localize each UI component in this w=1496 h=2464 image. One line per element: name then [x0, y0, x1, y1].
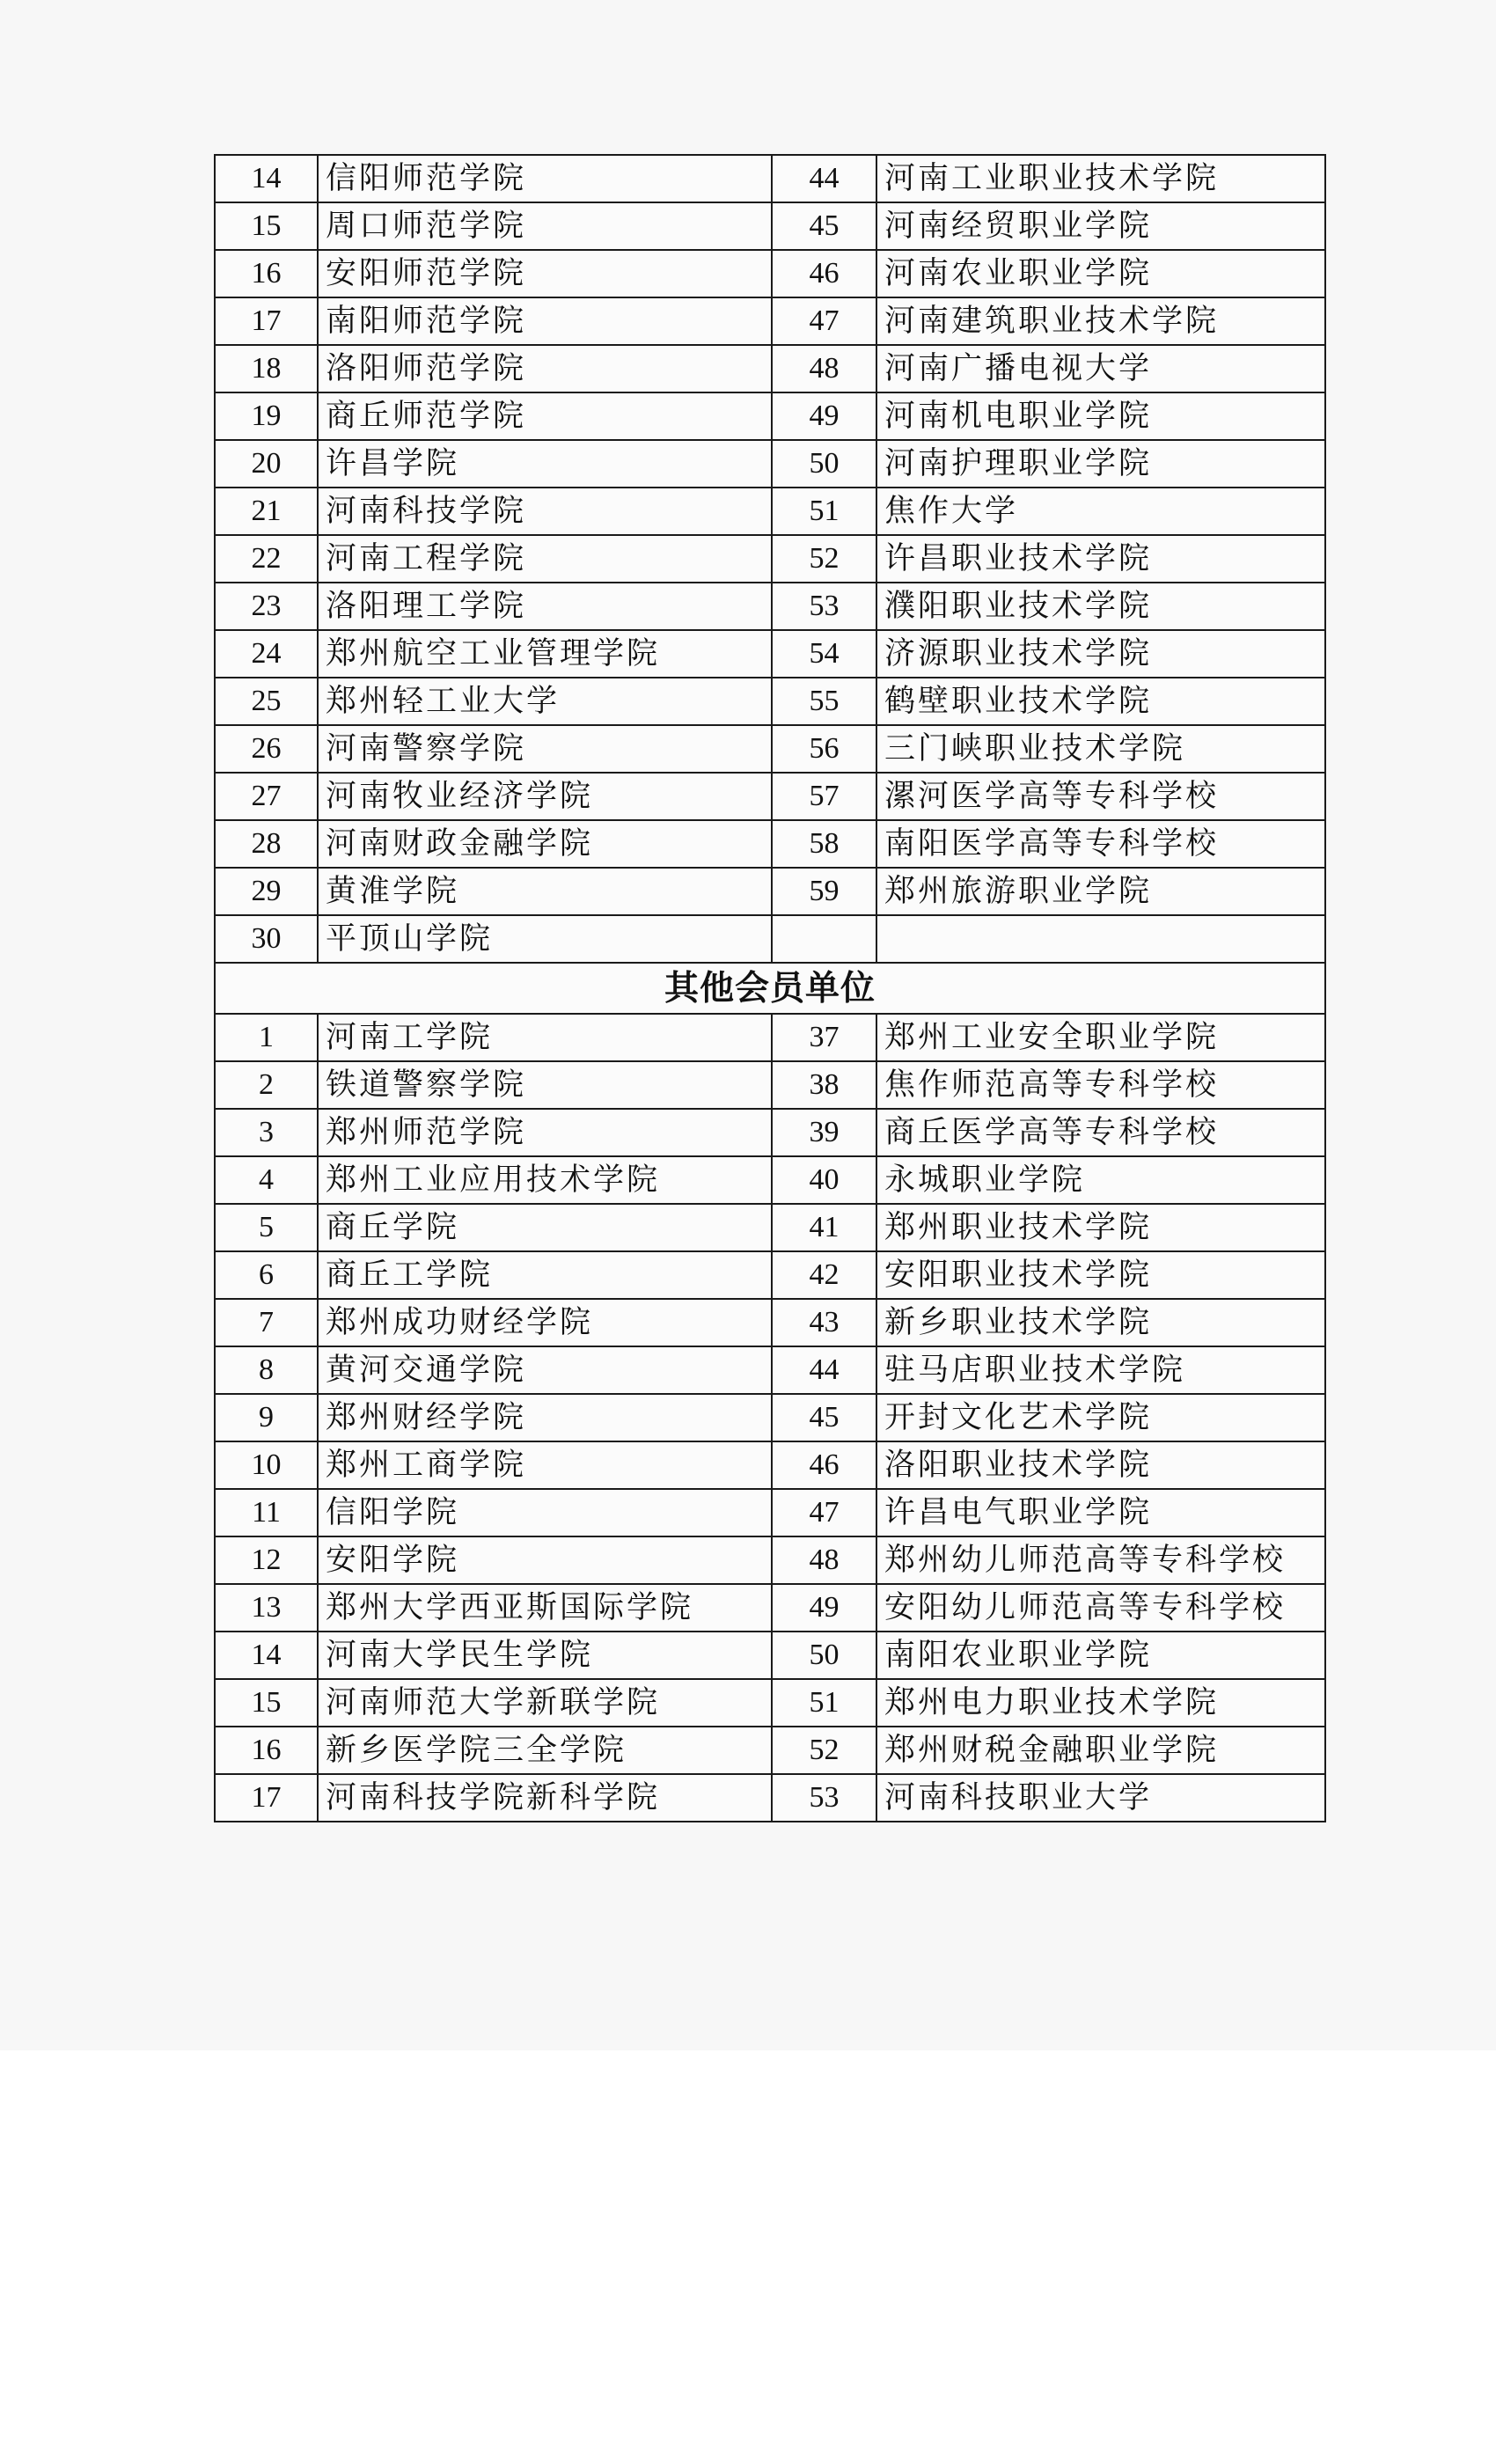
table-row: [215, 488, 1325, 535]
table-row: [215, 1584, 1325, 1632]
left-name-cell: 铁道警察学院: [318, 1061, 772, 1109]
left-name-cell: 河南师范大学新联学院: [318, 1679, 772, 1727]
left-name-cell: 商丘学院: [318, 1204, 772, 1251]
right-name-cell: 河南建筑职业技术学院: [876, 297, 1325, 345]
left-number-cell: 28: [215, 820, 318, 868]
right-name-cell: [876, 915, 1325, 963]
right-number-cell: 49: [772, 1584, 876, 1632]
right-number-cell: 53: [772, 583, 876, 630]
right-number-cell: 50: [772, 440, 876, 488]
table-row: [215, 1251, 1325, 1299]
left-name-cell: 商丘师范学院: [318, 392, 772, 440]
table-row: [215, 1394, 1325, 1441]
right-number-cell: 47: [772, 1489, 876, 1536]
left-number-cell: 11: [215, 1489, 318, 1536]
table-row: [215, 725, 1325, 773]
right-number-cell: 56: [772, 725, 876, 773]
left-name-cell: 黄河交通学院: [318, 1346, 772, 1394]
left-name-cell: 郑州工商学院: [318, 1441, 772, 1489]
right-name-cell: 郑州旅游职业学院: [876, 868, 1325, 915]
left-name-cell: 信阳学院: [318, 1489, 772, 1536]
table-row: [215, 250, 1325, 297]
right-number-cell: 48: [772, 345, 876, 392]
right-name-cell: 河南经贸职业学院: [876, 202, 1325, 250]
right-name-cell: 商丘医学高等专科学校: [876, 1109, 1325, 1156]
right-number-cell: 44: [772, 1346, 876, 1394]
right-number-cell: 41: [772, 1204, 876, 1251]
right-number-cell: 54: [772, 630, 876, 678]
left-number-cell: 6: [215, 1251, 318, 1299]
table-row: [215, 678, 1325, 725]
right-number-cell: 52: [772, 1727, 876, 1774]
left-name-cell: 许昌学院: [318, 440, 772, 488]
right-name-cell: 济源职业技术学院: [876, 630, 1325, 678]
left-number-cell: 23: [215, 583, 318, 630]
right-name-cell: 漯河医学高等专科学校: [876, 773, 1325, 820]
right-name-cell: 鹤壁职业技术学院: [876, 678, 1325, 725]
right-name-cell: 开封文化艺术学院: [876, 1394, 1325, 1441]
left-number-cell: 16: [215, 250, 318, 297]
table-row: [215, 1109, 1325, 1156]
right-name-cell: 安阳职业技术学院: [876, 1251, 1325, 1299]
left-number-cell: 8: [215, 1346, 318, 1394]
left-name-cell: 洛阳师范学院: [318, 345, 772, 392]
left-name-cell: 河南工程学院: [318, 535, 772, 583]
right-number-cell: 53: [772, 1774, 876, 1822]
right-number-cell: [772, 915, 876, 963]
right-name-cell: 许昌电气职业学院: [876, 1489, 1325, 1536]
left-number-cell: 10: [215, 1441, 318, 1489]
left-number-cell: 20: [215, 440, 318, 488]
left-number-cell: 18: [215, 345, 318, 392]
right-name-cell: 焦作师范高等专科学校: [876, 1061, 1325, 1109]
left-number-cell: 9: [215, 1394, 318, 1441]
right-number-cell: 48: [772, 1536, 876, 1584]
right-number-cell: 45: [772, 202, 876, 250]
left-name-cell: 郑州航空工业管理学院: [318, 630, 772, 678]
right-name-cell: 河南农业职业学院: [876, 250, 1325, 297]
member-table: [214, 154, 1326, 1822]
right-name-cell: 郑州财税金融职业学院: [876, 1727, 1325, 1774]
left-name-cell: 河南大学民生学院: [318, 1632, 772, 1679]
section-title: 其他会员单位: [215, 963, 1325, 1014]
left-number-cell: 27: [215, 773, 318, 820]
right-number-cell: 50: [772, 1632, 876, 1679]
left-name-cell: 河南科技学院新科学院: [318, 1774, 772, 1822]
table-row: [215, 155, 1325, 202]
right-name-cell: 新乡职业技术学院: [876, 1299, 1325, 1346]
right-number-cell: 47: [772, 297, 876, 345]
left-number-cell: 7: [215, 1299, 318, 1346]
right-number-cell: 43: [772, 1299, 876, 1346]
right-number-cell: 40: [772, 1156, 876, 1204]
right-number-cell: 49: [772, 392, 876, 440]
right-name-cell: 濮阳职业技术学院: [876, 583, 1325, 630]
right-name-cell: 河南机电职业学院: [876, 392, 1325, 440]
table-row: [215, 1774, 1325, 1822]
left-name-cell: 郑州成功财经学院: [318, 1299, 772, 1346]
left-name-cell: 郑州工业应用技术学院: [318, 1156, 772, 1204]
section-header: [215, 963, 1325, 1014]
right-number-cell: 57: [772, 773, 876, 820]
right-name-cell: 郑州工业安全职业学院: [876, 1014, 1325, 1061]
right-name-cell: 三门峡职业技术学院: [876, 725, 1325, 773]
table-row: [215, 1441, 1325, 1489]
table-row: [215, 1679, 1325, 1727]
left-number-cell: 13: [215, 1584, 318, 1632]
left-name-cell: 平顶山学院: [318, 915, 772, 963]
left-number-cell: 3: [215, 1109, 318, 1156]
right-number-cell: 55: [772, 678, 876, 725]
right-number-cell: 59: [772, 868, 876, 915]
table-row: [215, 820, 1325, 868]
table-row: [215, 202, 1325, 250]
right-number-cell: 45: [772, 1394, 876, 1441]
left-number-cell: 19: [215, 392, 318, 440]
right-name-cell: 焦作大学: [876, 488, 1325, 535]
left-number-cell: 16: [215, 1727, 318, 1774]
right-name-cell: 驻马店职业技术学院: [876, 1346, 1325, 1394]
table-row: [215, 297, 1325, 345]
table-row: [215, 345, 1325, 392]
left-name-cell: 河南牧业经济学院: [318, 773, 772, 820]
right-number-cell: 52: [772, 535, 876, 583]
left-name-cell: 郑州大学西亚斯国际学院: [318, 1584, 772, 1632]
table-row: [215, 1727, 1325, 1774]
right-name-cell: 郑州幼儿师范高等专科学校: [876, 1536, 1325, 1584]
table-row: [215, 1536, 1325, 1584]
table-row: [215, 1299, 1325, 1346]
left-name-cell: 周口师范学院: [318, 202, 772, 250]
table-row: [215, 1014, 1325, 1061]
left-name-cell: 信阳师范学院: [318, 155, 772, 202]
right-number-cell: 51: [772, 1679, 876, 1727]
left-name-cell: 新乡医学院三全学院: [318, 1727, 772, 1774]
right-name-cell: 河南工业职业技术学院: [876, 155, 1325, 202]
right-name-cell: 河南护理职业学院: [876, 440, 1325, 488]
other-members-rows: [215, 1014, 1325, 1822]
right-number-cell: 58: [772, 820, 876, 868]
left-number-cell: 24: [215, 630, 318, 678]
left-number-cell: 17: [215, 297, 318, 345]
right-name-cell: 许昌职业技术学院: [876, 535, 1325, 583]
table-row: [215, 630, 1325, 678]
left-name-cell: 河南科技学院: [318, 488, 772, 535]
table-row: [215, 535, 1325, 583]
table-row: [215, 1204, 1325, 1251]
left-number-cell: 1: [215, 1014, 318, 1061]
right-number-cell: 44: [772, 155, 876, 202]
right-name-cell: 南阳医学高等专科学校: [876, 820, 1325, 868]
table-row: [215, 1061, 1325, 1109]
table-row: [215, 773, 1325, 820]
left-name-cell: 商丘工学院: [318, 1251, 772, 1299]
left-number-cell: 21: [215, 488, 318, 535]
right-number-cell: 37: [772, 1014, 876, 1061]
table-row: [215, 1489, 1325, 1536]
right-number-cell: 51: [772, 488, 876, 535]
table-row: [215, 868, 1325, 915]
right-number-cell: 46: [772, 1441, 876, 1489]
right-name-cell: 永城职业学院: [876, 1156, 1325, 1204]
right-name-cell: 安阳幼儿师范高等专科学校: [876, 1584, 1325, 1632]
right-name-cell: 河南广播电视大学: [876, 345, 1325, 392]
left-name-cell: 郑州轻工业大学: [318, 678, 772, 725]
table-row: [215, 1346, 1325, 1394]
table-row: [215, 1156, 1325, 1204]
left-name-cell: 安阳师范学院: [318, 250, 772, 297]
left-number-cell: 22: [215, 535, 318, 583]
right-number-cell: 39: [772, 1109, 876, 1156]
table-row: [215, 440, 1325, 488]
table-row: [215, 583, 1325, 630]
left-number-cell: 29: [215, 868, 318, 915]
right-number-cell: 38: [772, 1061, 876, 1109]
left-number-cell: 14: [215, 1632, 318, 1679]
left-name-cell: 河南工学院: [318, 1014, 772, 1061]
right-name-cell: 郑州职业技术学院: [876, 1204, 1325, 1251]
right-number-cell: 42: [772, 1251, 876, 1299]
left-name-cell: 洛阳理工学院: [318, 583, 772, 630]
table-row: [215, 915, 1325, 963]
left-number-cell: 5: [215, 1204, 318, 1251]
left-number-cell: 17: [215, 1774, 318, 1822]
left-name-cell: 南阳师范学院: [318, 297, 772, 345]
left-name-cell: 河南财政金融学院: [318, 820, 772, 868]
left-number-cell: 12: [215, 1536, 318, 1584]
left-number-cell: 30: [215, 915, 318, 963]
left-number-cell: 2: [215, 1061, 318, 1109]
first-section-rows: [215, 155, 1325, 963]
left-number-cell: 15: [215, 202, 318, 250]
left-name-cell: 黄淮学院: [318, 868, 772, 915]
right-name-cell: 洛阳职业技术学院: [876, 1441, 1325, 1489]
section-title-row: [215, 963, 1325, 1014]
right-name-cell: 南阳农业职业学院: [876, 1632, 1325, 1679]
right-name-cell: 郑州电力职业技术学院: [876, 1679, 1325, 1727]
left-name-cell: 河南警察学院: [318, 725, 772, 773]
left-number-cell: 26: [215, 725, 318, 773]
left-name-cell: 郑州财经学院: [318, 1394, 772, 1441]
right-name-cell: 河南科技职业大学: [876, 1774, 1325, 1822]
right-number-cell: 46: [772, 250, 876, 297]
left-number-cell: 4: [215, 1156, 318, 1204]
left-name-cell: 郑州师范学院: [318, 1109, 772, 1156]
left-number-cell: 15: [215, 1679, 318, 1727]
left-number-cell: 14: [215, 155, 318, 202]
table-row: [215, 392, 1325, 440]
left-name-cell: 安阳学院: [318, 1536, 772, 1584]
left-number-cell: 25: [215, 678, 318, 725]
table-row: [215, 1632, 1325, 1679]
